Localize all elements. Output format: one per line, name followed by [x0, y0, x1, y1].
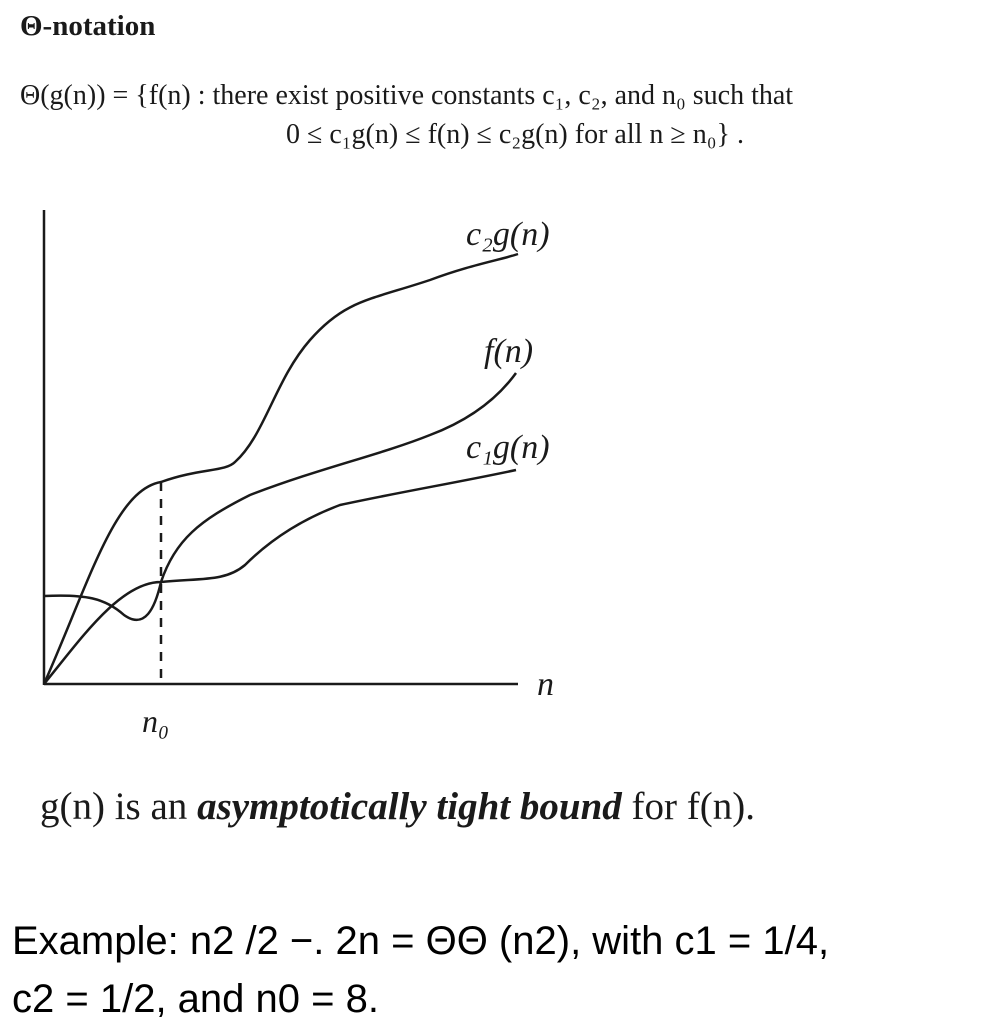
caption-suffix: for f(n). — [631, 785, 755, 828]
theta-notation-diagram — [0, 190, 620, 750]
definition-line-2: 0 ≤ c₁g(n) ≤ f(n) ≤ c₂g(n) for all n ≥ n₀} . — [286, 119, 744, 150]
label-f-n: f(n) — [484, 333, 534, 370]
x-axis-label: n — [537, 666, 554, 703]
section-heading: Θ-notation — [20, 10, 156, 42]
c1-g-n-curve — [44, 470, 516, 684]
example-line-1: Example: n2 /2 −. 2n = ΘΘ (n2), with c1 = 1/4, — [12, 919, 830, 963]
example-text — [12, 912, 982, 1028]
c2-g-n-curve — [44, 254, 518, 684]
label-c1-g-n: c₁g(n) — [466, 429, 550, 466]
example-line-2: c2 = 1/2, and n0 = 8. — [12, 977, 379, 1021]
label-c2-g-n: c₂g(n) — [466, 216, 550, 253]
definition-line-1: Θ(g(n)) = {f(n) : there exist positive constants c₁, c₂, and n₀ such that — [20, 80, 794, 111]
caption — [40, 784, 755, 829]
caption-emphasis: asymptotically tight bound — [197, 785, 622, 828]
caption-prefix: g(n) is an — [40, 785, 188, 828]
f-n-curve — [44, 373, 516, 620]
n0-label: n₀ — [142, 703, 170, 739]
